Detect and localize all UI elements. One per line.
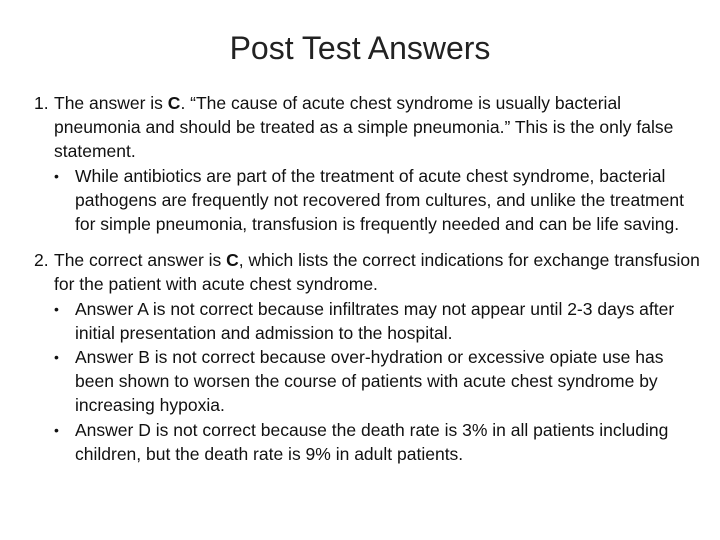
slide-title: Post Test Answers (229, 30, 491, 66)
item-text-after: , which lists the correct indications for exchange transfusion for the patient with acute chest syndrome. (54, 250, 700, 295)
bullet-icon: • (54, 167, 59, 184)
item-text-before: The correct answer is (54, 250, 227, 271)
bullet-icon: • (54, 300, 59, 317)
bullet-item (54, 297, 706, 345)
answer-letter: C (167, 93, 181, 113)
bullet-text: Answer D is not correct because the death rate is 3% in all patients including children, but the death rate is 9% in adult patients. (75, 419, 669, 464)
bullet-list (54, 297, 706, 466)
bullet-item (54, 164, 706, 237)
answer-list (34, 91, 706, 466)
item-text-before: The answer is (54, 93, 168, 113)
item-text (54, 91, 706, 164)
answer-letter: C (226, 250, 239, 271)
item-text (54, 248, 706, 296)
item-text-after: . “The cause of acute chest syndrome is usually bacterial pneumonia and should be treated as a simple pneumonia.” This is the only false statement. (54, 93, 674, 162)
item-number: 1. (34, 93, 49, 113)
bullet-item (54, 418, 706, 466)
answer-item-1 (34, 91, 706, 236)
bullet-text: Answer B is not correct because over-hydration or excessive opiate use has been shown to worsen the course of patients with acute chest syndrome by increasing hypoxia. (75, 347, 664, 416)
bullet-text: While antibiotics are part of the treatment of acute chest syndrome, bacterial pathogens are frequently not recovered from cultures, and unlike the treatment for simple pneumonia, transfusion is frequently needed and can be life saving. (75, 165, 684, 235)
bullet-item (54, 345, 706, 418)
bullet-icon: • (54, 349, 59, 366)
bullet-text: Answer A is not correct because infiltrates may not appear until 2-3 days after initial presentation and admission to the hospital. (75, 298, 675, 343)
answer-item-2 (34, 248, 706, 466)
bullet-icon: • (54, 421, 59, 438)
item-number: 2. (34, 250, 49, 271)
bullet-list (54, 164, 706, 237)
